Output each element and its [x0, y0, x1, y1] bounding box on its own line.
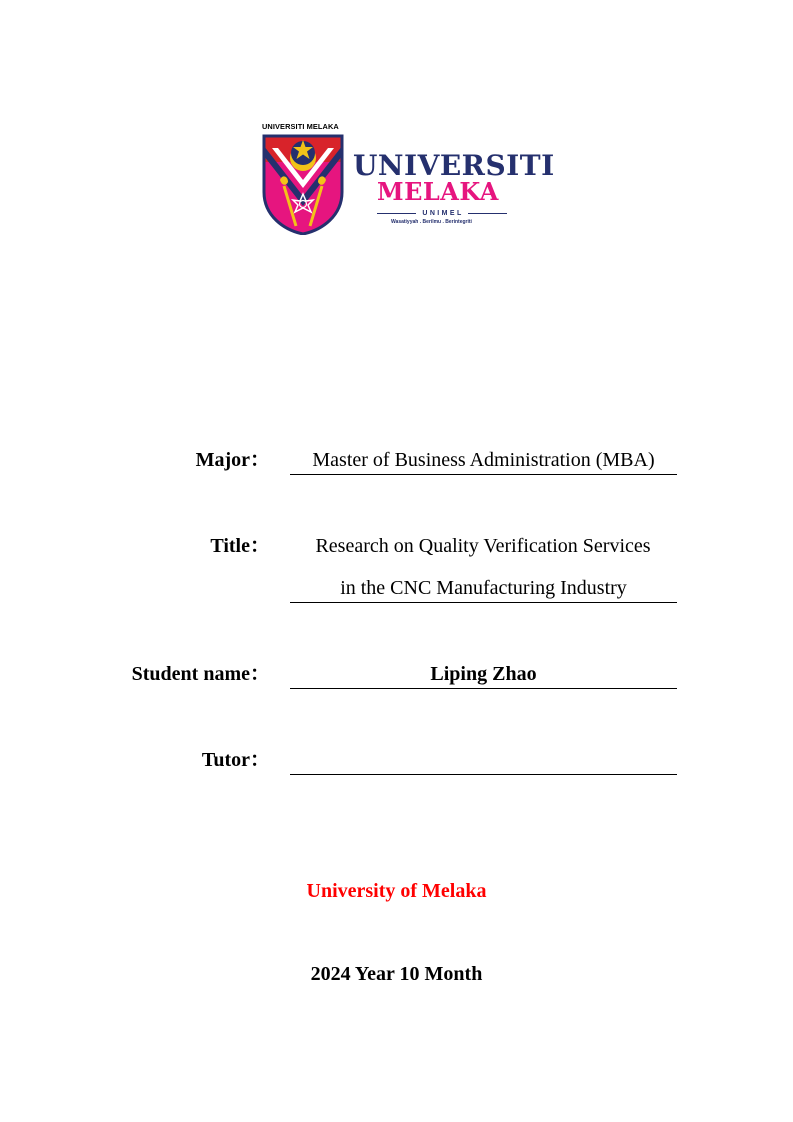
- logo-abbreviation-row: [377, 208, 507, 218]
- university-crest-icon: [262, 134, 344, 235]
- student-name-label: Student name：: [131, 663, 270, 685]
- title-value-line1: Research on Quality Verification Services: [315, 535, 651, 557]
- submission-date: 2024 Year 10 Month: [310, 963, 483, 985]
- logo-divider-left: [377, 213, 416, 214]
- logo-wordmark-universiti: UNIVERSITI: [353, 149, 555, 182]
- logo-divider-right: [468, 213, 507, 214]
- student-name-underline: [290, 688, 677, 689]
- logo-top-text: UNIVERSITI MELAKA: [262, 122, 339, 131]
- logo-motto: Wasatiyyah . Berilmu . Berintegriti: [391, 219, 472, 225]
- student-name-value: Liping Zhao: [430, 663, 537, 685]
- logo-wordmark-melaka: MELAKA: [377, 177, 499, 206]
- major-label: Major：: [195, 449, 270, 471]
- title-label: Title：: [210, 535, 270, 557]
- major-value: Master of Business Administration (MBA): [312, 449, 655, 471]
- university-name: University of Melaka: [306, 880, 487, 902]
- major-underline: [290, 474, 677, 475]
- university-logo: [262, 122, 555, 238]
- title-underline: [290, 602, 677, 603]
- tutor-label: Tutor：: [201, 749, 270, 771]
- logo-abbreviation: UNIMEL: [422, 209, 464, 217]
- title-value-line2: in the CNC Manufacturing Industry: [340, 577, 627, 599]
- tutor-underline: [290, 774, 677, 775]
